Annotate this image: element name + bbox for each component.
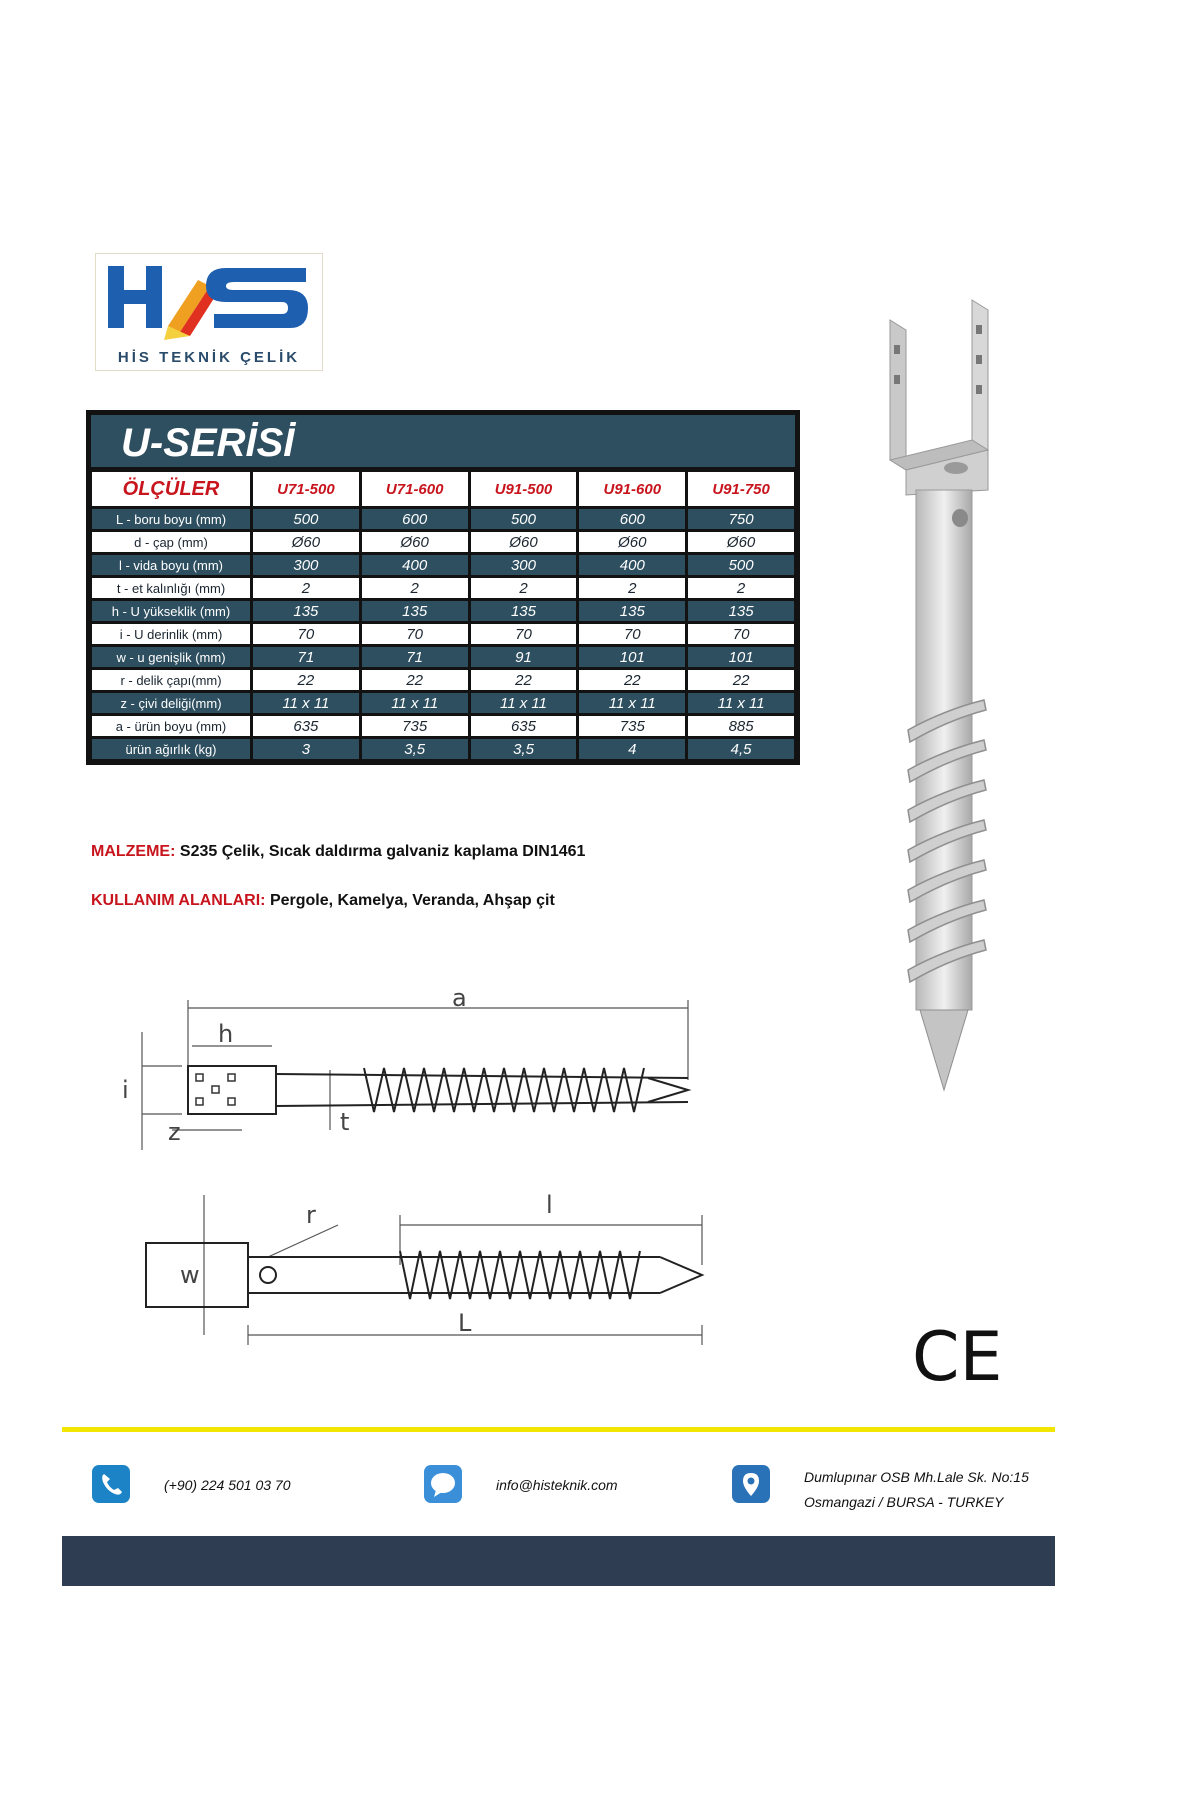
table-cell: 101 (688, 647, 794, 667)
footer-bar (62, 1536, 1055, 1586)
material-key: MALZEME: (91, 843, 176, 860)
dim-label-z: z (168, 1118, 181, 1146)
table-cell: 400 (579, 555, 685, 575)
table-header-row (92, 472, 794, 506)
table-cell: 91 (471, 647, 577, 667)
table-cell: 2 (688, 578, 794, 598)
table-row (92, 601, 794, 621)
technical-drawing-top (112, 990, 712, 1160)
row-label: w - u genişlik (mm) (92, 647, 250, 667)
model-header: U71-500 (253, 472, 359, 506)
company-name: HİS TEKNİK ÇELİK (117, 349, 301, 366)
table-cell: 500 (688, 555, 794, 575)
table-cell: 3,5 (471, 739, 577, 759)
table-cell: Ø60 (253, 532, 359, 552)
row-label: l - vida boyu (mm) (92, 555, 250, 575)
table-cell: 11 x 11 (579, 693, 685, 713)
dim-label-l: l (546, 1191, 553, 1219)
usage-key: KULLANIM ALANLARI: (91, 892, 266, 909)
material-line (91, 843, 585, 861)
table-cell: 22 (362, 670, 468, 690)
phone-icon (92, 1465, 130, 1503)
ce-mark-text: CE (912, 1320, 1003, 1390)
table-cell: 2 (362, 578, 468, 598)
his-logo-mark (106, 262, 314, 344)
table-cell: 70 (253, 624, 359, 644)
table-cell: 4 (579, 739, 685, 759)
table-cell: 735 (579, 716, 685, 736)
dim-label-a: a (452, 990, 467, 1012)
table-cell: 135 (579, 601, 685, 621)
table-cell: 135 (253, 601, 359, 621)
table-cell: Ø60 (579, 532, 685, 552)
table-row (92, 647, 794, 667)
table-cell: 11 x 11 (253, 693, 359, 713)
table-row (92, 693, 794, 713)
table-cell: 2 (253, 578, 359, 598)
table-cell: 71 (362, 647, 468, 667)
dim-label-r: r (306, 1201, 316, 1229)
phone-number[interactable]: (+90) 224 501 03 70 (164, 1477, 291, 1493)
row-label: ürün ağırlık (kg) (92, 739, 250, 759)
dim-label-h: h (218, 1020, 234, 1048)
table-cell: 70 (471, 624, 577, 644)
row-label: z - çivi deliği(mm) (92, 693, 250, 713)
dim-label-i: i (122, 1076, 129, 1104)
table-row (92, 532, 794, 552)
table-cell: 600 (362, 509, 468, 529)
row-label: a - ürün boyu (mm) (92, 716, 250, 736)
dim-label-w: w (180, 1261, 200, 1289)
table-cell: 135 (688, 601, 794, 621)
table-row (92, 670, 794, 690)
header-label: ÖLÇÜLER (92, 472, 250, 506)
table-cell: 500 (253, 509, 359, 529)
row-label: h - U yükseklik (mm) (92, 601, 250, 621)
table-cell: 135 (362, 601, 468, 621)
address-line2: Osmangazi / BURSA - TURKEY (804, 1494, 1004, 1510)
table-cell: 885 (688, 716, 794, 736)
table-cell: 70 (362, 624, 468, 644)
model-header: U91-500 (471, 472, 577, 506)
table-row (92, 578, 794, 598)
row-label: r - delik çapı(mm) (92, 670, 250, 690)
table-row (92, 509, 794, 529)
table-cell: 635 (253, 716, 359, 736)
table-cell: 300 (471, 555, 577, 575)
table-cell: 11 x 11 (688, 693, 794, 713)
table-row (92, 739, 794, 759)
company-logo (95, 253, 323, 371)
row-label: i - U derinlik (mm) (92, 624, 250, 644)
table-cell: Ø60 (471, 532, 577, 552)
spec-table (86, 410, 800, 765)
table-cell: 11 x 11 (471, 693, 577, 713)
table-cell: 22 (253, 670, 359, 690)
table-cell: 70 (688, 624, 794, 644)
usage-value: Pergole, Kamelya, Veranda, Ahşap çit (269, 892, 555, 909)
table-cell: 735 (362, 716, 468, 736)
table-cell: 22 (471, 670, 577, 690)
technical-drawing-bottom (140, 1185, 720, 1355)
table-row (92, 716, 794, 736)
model-header: U91-600 (579, 472, 685, 506)
table-cell: 3,5 (362, 739, 468, 759)
table-cell: Ø60 (362, 532, 468, 552)
table-cell: 3 (253, 739, 359, 759)
row-label: L - boru boyu (mm) (92, 509, 250, 529)
table-cell: 300 (253, 555, 359, 575)
table-cell: 135 (471, 601, 577, 621)
row-label: t - et kalınlığı (mm) (92, 578, 250, 598)
table-cell: 635 (471, 716, 577, 736)
address-line1: Dumlupınar OSB Mh.Lale Sk. No:15 (804, 1469, 1029, 1485)
table-row (92, 555, 794, 575)
table-cell: Ø60 (688, 532, 794, 552)
table-cell: 750 (688, 509, 794, 529)
table-cell: 4,5 (688, 739, 794, 759)
series-title-bar (89, 413, 797, 469)
email-address[interactable]: info@histeknik.com (496, 1477, 618, 1493)
table-cell: 22 (688, 670, 794, 690)
ground-screw-illustration (868, 290, 1028, 1110)
table-cell: 71 (253, 647, 359, 667)
table-cell: 2 (579, 578, 685, 598)
ce-mark (912, 1320, 1012, 1390)
model-header: U71-600 (362, 472, 468, 506)
table-cell: 500 (471, 509, 577, 529)
dim-label-L: L (458, 1309, 472, 1337)
address-text (804, 1465, 1029, 1515)
model-header: U91-750 (688, 472, 794, 506)
table-cell: 400 (362, 555, 468, 575)
table-cell: 70 (579, 624, 685, 644)
table-cell: 22 (579, 670, 685, 690)
dim-label-t: t (340, 1108, 350, 1136)
row-label: d - çap (mm) (92, 532, 250, 552)
table-cell: 101 (579, 647, 685, 667)
table-row (92, 624, 794, 644)
table-cell: 11 x 11 (362, 693, 468, 713)
table-cell: 600 (579, 509, 685, 529)
table-body (92, 509, 794, 759)
usage-line (91, 892, 555, 910)
series-title: U-SERİSİ (121, 421, 295, 465)
table-cell: 2 (471, 578, 577, 598)
location-pin-icon (732, 1465, 770, 1503)
material-value: S235 Çelik, Sıcak daldırma galvaniz kaplama DIN1461 (179, 843, 586, 860)
chat-icon (424, 1465, 462, 1503)
footer-divider (62, 1427, 1055, 1432)
dimensions-table (89, 469, 797, 762)
